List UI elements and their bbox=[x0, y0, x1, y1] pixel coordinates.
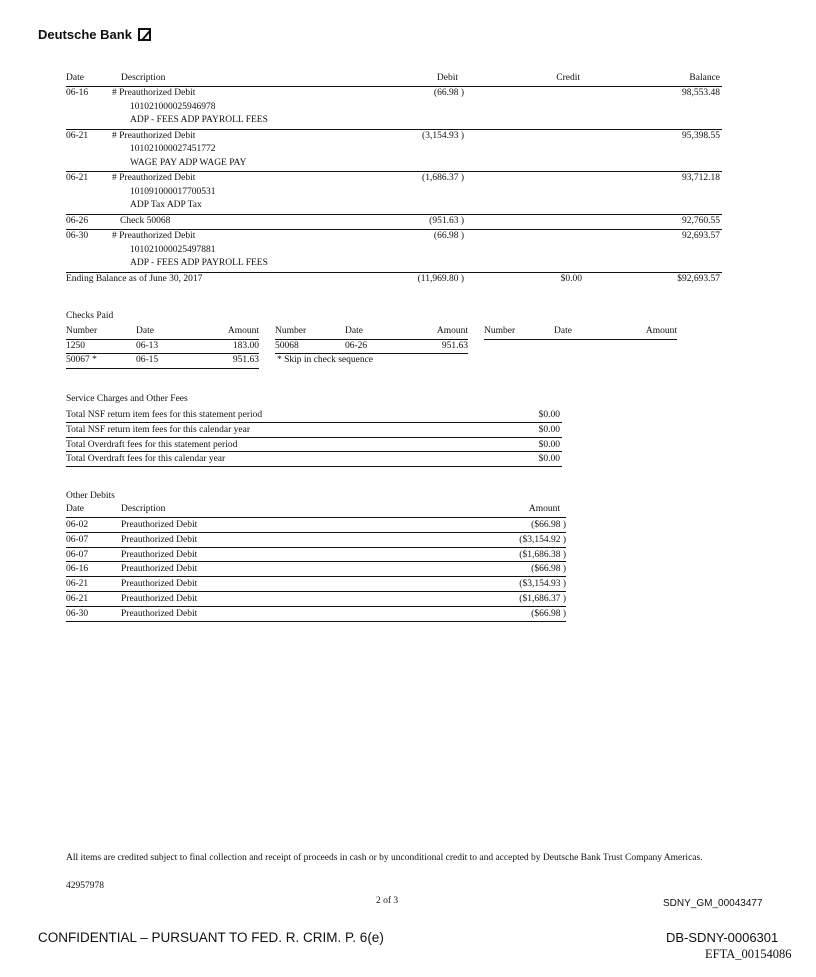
tx-reference: 101021000025497881 bbox=[130, 244, 216, 255]
tx-debit: (1,686.37 ) bbox=[422, 173, 464, 183]
bates-number: SDNY_GM_00043477 bbox=[663, 898, 763, 909]
od-date: 06-16 bbox=[66, 564, 89, 575]
od-date: 06-07 bbox=[66, 534, 89, 545]
check-amount: 951.63 bbox=[232, 355, 259, 365]
check-number: 50068 bbox=[275, 340, 299, 351]
checks-header-amount: Amount bbox=[227, 326, 259, 336]
other-debit-row bbox=[66, 518, 566, 533]
fee-label: Total NSF return item fees for this statement period bbox=[66, 410, 263, 420]
page-number: 2 of 3 bbox=[376, 896, 399, 906]
checks-header-date: Date bbox=[136, 326, 154, 336]
checks-header-number: Number bbox=[484, 326, 516, 336]
od-amount: ($3,154.93 ) bbox=[519, 579, 566, 590]
checks-paid-section bbox=[66, 311, 677, 365]
other-debit-row bbox=[66, 577, 566, 592]
transaction-row bbox=[66, 130, 722, 173]
other-debit-row bbox=[66, 533, 566, 548]
other-debits-header bbox=[66, 504, 566, 518]
od-description: Preauthorized Debit bbox=[121, 608, 198, 619]
other-debits-section bbox=[66, 491, 566, 622]
account-number: 42957978 bbox=[66, 881, 104, 891]
checks-header-date: Date bbox=[345, 326, 363, 336]
efta-number: EFTA_00154086 bbox=[705, 947, 792, 961]
od-date: 06-21 bbox=[66, 593, 89, 604]
service-charges-section bbox=[66, 394, 562, 467]
od-header-amount: Amount bbox=[528, 504, 560, 514]
ending-credit-total: $0.00 bbox=[560, 273, 582, 284]
fee-amount: $0.00 bbox=[538, 454, 560, 465]
od-amount: ($66.98 ) bbox=[531, 564, 566, 575]
checks-header-amount: Amount bbox=[645, 326, 677, 336]
od-date: 06-21 bbox=[66, 579, 89, 590]
transaction-row bbox=[66, 230, 722, 273]
deutsche-bank-logo-icon bbox=[138, 28, 151, 41]
checks-column-1 bbox=[66, 325, 259, 369]
od-description: Preauthorized Debit bbox=[121, 520, 198, 530]
od-description: Preauthorized Debit bbox=[121, 549, 198, 560]
checks-column-3 bbox=[484, 325, 677, 340]
od-date: 06-02 bbox=[66, 520, 89, 530]
check-date: 06-26 bbox=[345, 340, 368, 351]
fee-label: Total Overdraft fees for this statement period bbox=[66, 439, 238, 450]
tx-debit: (3,154.93 ) bbox=[422, 130, 464, 141]
od-amount: ($66.98 ) bbox=[531, 520, 566, 530]
od-description: Preauthorized Debit bbox=[121, 593, 198, 604]
confidential-legend: CONFIDENTIAL – PURSUANT TO FED. R. CRIM. P. 6(e) bbox=[38, 930, 384, 945]
other-debit-row bbox=[66, 592, 566, 607]
check-row bbox=[66, 354, 259, 369]
tx-description: Check 50068 bbox=[120, 215, 171, 226]
tx-payee: ADP Tax ADP Tax bbox=[130, 200, 202, 210]
tx-date: 06-21 bbox=[66, 173, 89, 183]
bank-brand bbox=[38, 27, 151, 42]
service-charges-title: Service Charges and Other Fees bbox=[66, 394, 188, 404]
transaction-row bbox=[66, 215, 722, 231]
header-date: Date bbox=[66, 73, 84, 83]
check-number: 50067 * bbox=[66, 355, 97, 365]
check-row bbox=[66, 340, 259, 355]
fee-row bbox=[66, 438, 562, 453]
od-amount: ($66.98 ) bbox=[531, 608, 566, 619]
fee-amount: $0.00 bbox=[538, 410, 560, 420]
checks-column-2 bbox=[275, 325, 468, 368]
od-description: Preauthorized Debit bbox=[121, 579, 198, 590]
tx-description: # Preauthorized Debit bbox=[112, 88, 196, 98]
skip-sequence-note: * Skip in check sequence bbox=[277, 355, 374, 365]
check-number: 1250 bbox=[66, 340, 85, 351]
od-header-description: Description bbox=[121, 504, 166, 514]
check-row bbox=[275, 340, 468, 355]
tx-date: 06-26 bbox=[66, 215, 89, 226]
ending-balance-row bbox=[66, 273, 722, 287]
check-date: 06-15 bbox=[136, 355, 159, 365]
tx-date: 06-21 bbox=[66, 130, 89, 141]
od-header-date: Date bbox=[66, 504, 84, 514]
tx-balance: 92,760.55 bbox=[682, 215, 720, 226]
tx-balance: 95,398.55 bbox=[682, 130, 720, 141]
od-amount: ($1,686.38 ) bbox=[519, 549, 566, 560]
od-amount: ($3,154.92 ) bbox=[519, 534, 566, 545]
checks-header-date: Date bbox=[554, 326, 572, 336]
db-sdny-number: DB-SDNY-0006301 bbox=[666, 930, 779, 945]
brand-name: Deutsche Bank bbox=[38, 27, 132, 42]
tx-payee: WAGE PAY ADP WAGE PAY bbox=[130, 157, 247, 168]
check-date: 06-13 bbox=[136, 340, 159, 351]
ending-balance-label: Ending Balance as of June 30, 2017 bbox=[66, 273, 203, 284]
header-debit: Debit bbox=[436, 73, 458, 83]
transaction-row bbox=[66, 87, 722, 130]
tx-payee: ADP - FEES ADP PAYROLL FEES bbox=[130, 115, 268, 125]
tx-balance: 98,553.48 bbox=[682, 88, 720, 98]
od-date: 06-30 bbox=[66, 608, 89, 619]
fee-label: Total NSF return item fees for this calendar year bbox=[66, 424, 250, 435]
tx-description: # Preauthorized Debit bbox=[112, 130, 196, 141]
header-balance: Balance bbox=[689, 73, 720, 83]
checks-header-number: Number bbox=[275, 326, 307, 336]
tx-balance: 92,693.57 bbox=[682, 231, 720, 241]
tx-description: # Preauthorized Debit bbox=[112, 231, 196, 241]
fee-row bbox=[66, 423, 562, 438]
transaction-row bbox=[66, 172, 722, 215]
check-amount: 951.63 bbox=[441, 340, 468, 351]
tx-reference: 101021000025946978 bbox=[130, 101, 216, 112]
fee-row bbox=[66, 452, 562, 467]
ending-balance: $92,693.57 bbox=[677, 273, 720, 284]
tx-date: 06-16 bbox=[66, 88, 89, 98]
checks-header-number: Number bbox=[66, 326, 98, 336]
fee-label: Total Overdraft fees for this calendar year bbox=[66, 454, 226, 465]
other-debit-row bbox=[66, 607, 566, 622]
header-credit: Credit bbox=[556, 73, 580, 83]
header-description: Description bbox=[121, 73, 166, 83]
fee-row bbox=[66, 408, 562, 423]
other-debit-row bbox=[66, 562, 566, 577]
od-date: 06-07 bbox=[66, 549, 89, 560]
transactions-header bbox=[66, 73, 722, 87]
check-note-row bbox=[275, 354, 468, 368]
fee-amount: $0.00 bbox=[538, 424, 560, 435]
tx-debit: (951.63 ) bbox=[429, 215, 464, 226]
od-description: Preauthorized Debit bbox=[121, 564, 198, 575]
ending-debit-total: (11,969.80 ) bbox=[417, 273, 464, 284]
tx-description: # Preauthorized Debit bbox=[112, 173, 196, 183]
tx-reference: 101021000027451772 bbox=[130, 144, 216, 154]
tx-balance: 93,712.18 bbox=[682, 173, 720, 183]
tx-date: 06-30 bbox=[66, 231, 89, 241]
od-description: Preauthorized Debit bbox=[121, 534, 198, 545]
fee-amount: $0.00 bbox=[538, 439, 560, 450]
transactions-table bbox=[66, 73, 722, 287]
tx-payee: ADP - FEES ADP PAYROLL FEES bbox=[130, 258, 268, 268]
other-debits-title: Other Debits bbox=[66, 491, 115, 501]
other-debit-row bbox=[66, 548, 566, 563]
od-amount: ($1,686.37 ) bbox=[519, 593, 566, 604]
tx-debit: (66.98 ) bbox=[433, 231, 464, 241]
tx-reference: 101091000017700531 bbox=[130, 186, 216, 197]
checks-header-amount: Amount bbox=[436, 326, 468, 336]
check-amount: 183.00 bbox=[232, 340, 259, 351]
tx-debit: (66.98 ) bbox=[433, 88, 464, 98]
checks-paid-title: Checks Paid bbox=[66, 311, 114, 321]
collection-disclaimer: All items are credited subject to final collection and receipt of proceeds in cash or by unconditional credit to and accepted by Deutsche Bank Trust Company Americas. bbox=[66, 853, 703, 863]
